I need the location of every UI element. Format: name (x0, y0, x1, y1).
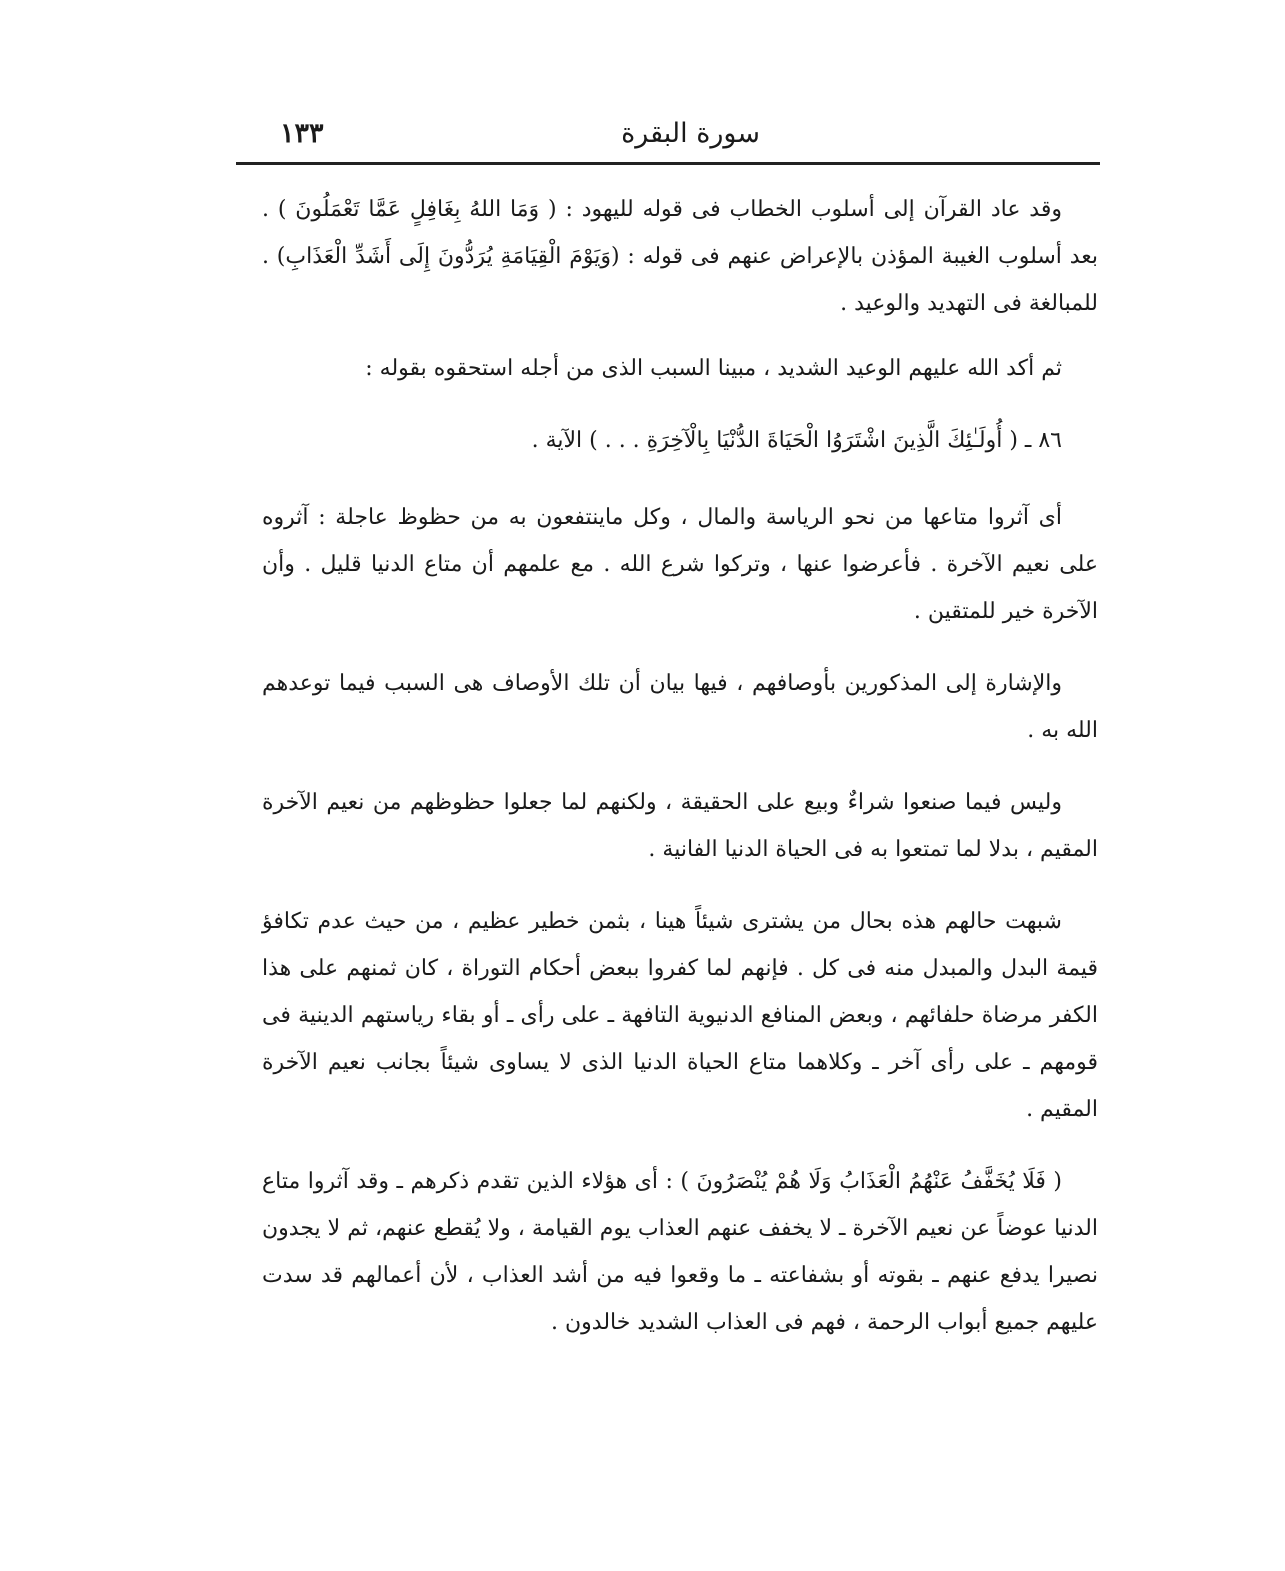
paragraph-punishment: ( فَلَا يُخَفَّفُ عَنْهُمُ الْعَذَابُ وَلَا هُمْ يُنْصَرُونَ ) : أى هؤلاء الذين تقدم ذكرهم ـ وقد آثروا متاع الدنيا عوضاً عن نعيم الآخرة ـ لا يخفف عنهم العذاب يوم القيامة ، ولا يُقطع عنهم، ثم لا يجدون نصيرا يدفع عنهم ـ بقوته أو بشفاعته ـ ما وقعوا فيه من أشد العذاب ، لأن أعمالهم قد سدت عليهم جميع أبواب الرحمة ، فهم فى العذاب الشديد خالدون . (262, 1169, 1098, 1335)
header-rule (236, 162, 1100, 165)
paragraph-address-style: وقد عاد القرآن إلى أسلوب الخطاب فى قوله لليهود : ( وَمَا اللهُ بِغَافِلٍ عَمَّا تَعْمَلُونَ ) . بعد أسلوب الغيبة المؤذن بالإعراض عنهم فى قوله : (وَيَوْمَ الْقِيَامَةِ يُرَدُّونَ إِلَى أَشَدِّ الْعَذَابِ) . للمبالغة فى التهديد والوعيد . (262, 197, 1099, 316)
paragraph-trade-metaphor: وليس فيما صنعوا شراءٌ وبيع على الحقيقة ، ولكنهم لما جعلوا حظوظهم من نعيم الآخرة المقيم ، بدلا لما تمتعوا به فى الحياة الدنيا الفانية . (262, 790, 1098, 862)
paragraph-comparison: شبهت حالهم هذه بحال من يشترى شيئاً هينا ، بثمن خطير عظيم ، من حيث عدم تكافؤ قيمة البدل والمبدل منه فى كل . فإنهم لما كفروا ببعض أحكام التوراة ، كان ثمنهم على هذا الكفر مرضاة حلفائهم ، وبعض المنافع الدنيوية التافهة ـ على رأى ـ أو بقاء رياستهم الدينية فى قومهم ـ على رأى آخر ـ وكلاهما متاع الحياة الدنيا الذى لا يساوى شيئاً بجانب نعيم الآخرة المقيم . (262, 909, 1098, 1122)
surah-title: سورة البقرة (621, 118, 760, 149)
page-number: ١٣٣ (280, 118, 324, 149)
page-body (262, 186, 1098, 1346)
paragraph-explanation: أى آثروا متاعها من نحو الرياسة والمال ، وكل ماينتفعون به من حظوظ عاجلة : آثروه على نعيم الآخرة . فأعرضوا عنها ، وتركوا شرع الله . مع علمهم أن متاع الدنيا قليل . وأن الآخرة خير للمتقين . (262, 505, 1098, 624)
page-header (236, 108, 1100, 162)
verse-86: ٨٦ ـ ( أُولَـٰئِكَ الَّذِينَ اشْتَرَوُا الْحَيَاةَ الدُّنْيَا بِالْآخِرَةِ . . . ) الآية . (531, 428, 1062, 453)
paragraph-indication: والإشارة إلى المذكورين بأوصافهم ، فيها بيان أن تلك الأوصاف هى السبب فيما توعدهم الله به . (262, 671, 1098, 743)
paragraph-warning-intro: ثم أكد الله عليهم الوعيد الشديد ، مبينا السبب الذى من أجله استحقوه بقوله : (365, 356, 1062, 381)
